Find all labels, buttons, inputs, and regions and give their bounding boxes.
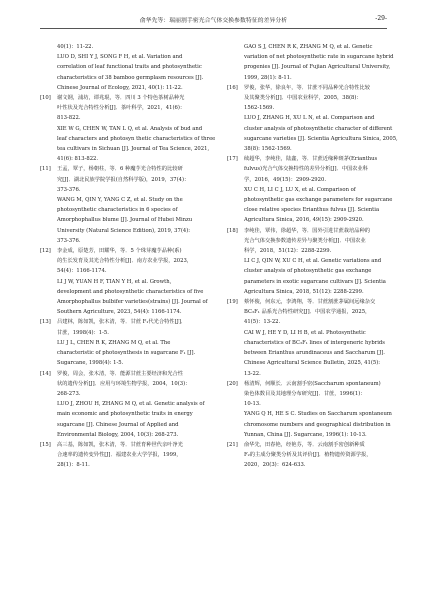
reference-number: [18] <box>227 227 238 234</box>
reference-line: characteristic of photosynthesis in sugarcane F₁ [J]. <box>57 350 196 357</box>
reference-line: F₂的主成分聚类分析及其评价[J]．植物遗传资源学报， <box>244 452 372 459</box>
running-header-title: 俞华先等：瑞丽割手密光合气体交换参数特征的差异分析 <box>139 18 288 24</box>
reference-line: sugarcane varieties [J]. Scientia Agricultura Sinica, 2005, <box>244 135 398 142</box>
reference-line: 10-13. <box>244 401 261 408</box>
reference-line: 的生长发育及其光合特性分析[J]．南方农业学报，2023， <box>57 258 193 265</box>
reference-line: XU C H, LI C J, LU X, et al. Comparison of <box>244 186 356 193</box>
reference-line: 光合气体交换参数遗传差异与聚类分析[J]．中国农业 <box>244 237 366 244</box>
reference-entry <box>227 297 395 379</box>
reference-line: between Erianthus arundinaceus and Saccharum [J]. <box>244 350 385 357</box>
reference-line: 2020，20(3)：624-633. <box>244 462 306 469</box>
reference-line: tea cultivars in Sichuan [J]. Journal of Tea Science, 2021, <box>57 146 210 153</box>
reference-line: University (Natural Science Edition), 2019, 37(4): <box>57 227 191 234</box>
reference-line: BC₃F₁ 品系光合特性研究[J]．中国农学通报，2025， <box>244 309 371 316</box>
reference-line: characteristics of 38 bamboo germplasm resources [J]. <box>57 74 204 81</box>
reference-line: Yunnan, China [J]. Sugarcane, 1996(1): 10-13. <box>244 431 367 438</box>
reference-line: WANG M, QIN Y, YANG C Z, et al. Study on the <box>57 197 183 204</box>
reference-line: 1562-1569. <box>244 105 275 112</box>
reference-line: 高三基，陈如凯，张木清，等．甘蔗育种世代亲叶净光 <box>57 441 183 448</box>
reference-line: Agricultura Sinica, 2018, 51(12): 2288-2299. <box>244 288 364 295</box>
reference-number: [10] <box>40 95 51 102</box>
reference-line: 科学，2018，51(12)：2288-2299. <box>244 248 332 255</box>
reference-line: 吕建林，陈如凯，张木清，等．甘蔗 F₁代光合特性[J]． <box>57 319 187 326</box>
reference-line: 李金成，原楚芳，田耀华，等．5 个珠芽魔芋品种(系) <box>57 248 182 255</box>
reference-line: close relative species Erianthus fulvus [J]. Scientia <box>244 207 380 214</box>
reference-entry <box>40 42 208 52</box>
reference-number: [19] <box>227 299 238 306</box>
reference-line: photosynthetic characteristics in 6 species of <box>57 207 178 214</box>
reference-line: 蔡怀俊，何东元，李鸿翔，等．甘蔗割蔗茅属间远缘杂交 <box>244 299 376 306</box>
reference-line: 李纯佳，覃伟，徐超华，等．国外引进甘蔗栽培品种的 <box>244 227 370 234</box>
reference-line: 813-822. <box>57 115 81 122</box>
reference-entry <box>40 52 208 93</box>
reference-line: sugarcane [J]. Chinese Journal of Applied and <box>57 421 179 428</box>
reference-line: leaf characters and photosyn thetic characteristics of three <box>57 135 216 142</box>
reference-entry <box>40 164 208 246</box>
reference-line: 学，2016，49(15)：2909-2920. <box>244 176 326 183</box>
reference-number: [13] <box>40 319 51 326</box>
reference-line: parameters in exotic sugarcane cultivars [J]. Scientia <box>244 278 386 285</box>
reference-line: fulvus)光合气体交换特性的差异分析[J]．中国农业科 <box>244 166 369 173</box>
reference-line: LUO J, ZHOU H, ZHANG M Q, et al. Genetic analysis of <box>57 401 205 408</box>
reference-line: YANG Q H, HE S C. Studies on Saccharum spontaneum <box>244 411 392 418</box>
reference-line: CAI W J, HE Y D, LI H B, et al. Photosynthetic <box>244 329 366 336</box>
reference-line: Environmental Biology, 2004, 10(3): 268-273. <box>57 431 179 438</box>
reference-line: 54(4)：1166-1174. <box>57 268 107 275</box>
reference-line: 28(1)：8-11. <box>57 462 90 469</box>
reference-line: Agricultura Sinica, 2016, 49(15): 2909-2920. <box>244 217 364 224</box>
reference-line: LUO D, SHI Y J, SONG F H, et al. Variation and <box>57 54 183 61</box>
reference-line: 谢文钢，浦坊，谭兆琨，等．四川 3 个特色茶树品种光 <box>57 95 185 102</box>
reference-line: correlation of leaf functional traits and photosynthetic <box>57 64 202 71</box>
reference-line: 41(5)：13-22. <box>244 319 281 326</box>
references-right-column <box>227 42 398 471</box>
reference-line: 1999, 28(1): 8-11. <box>244 74 292 81</box>
reference-entry <box>227 379 395 440</box>
reference-entry <box>227 83 398 154</box>
reference-line: variation of net photosynthetic rate in sugarcane hybrid <box>244 54 394 61</box>
reference-line: Southern Agriculture, 2023, 54(4): 1166-1174. <box>57 309 182 316</box>
reference-number: [17] <box>227 156 238 163</box>
reference-line: 40(1)：11-22. <box>57 44 94 50</box>
reference-line: Amorphophallus bulbifer varieties(strains) [J]. Journal of <box>57 299 208 306</box>
reference-number: [12] <box>40 248 51 255</box>
reference-entry <box>40 440 208 471</box>
reference-line: 王孟，覃子，杨朝柱，等．6 种魔芋光合特性的比较研 <box>57 166 183 173</box>
reference-line: Chinese Journal of Ecology, 2021, 40(1): 11-22. <box>57 84 183 91</box>
reference-line: 究[J]．湖北民族学院学报(自然科学版)，2019，37(4)： <box>57 176 190 183</box>
reference-entry <box>227 154 395 225</box>
reference-line: main economic and photosynthetic traits in energy <box>57 411 193 418</box>
page-number: -29- <box>375 15 387 22</box>
reference-line: 续超华，李纯佳，陆鑫，等．甘蔗近缘种斑茅(Erianthus <box>244 156 378 163</box>
reference-line: 268-273. <box>57 390 81 397</box>
reference-line: XIE W G, CHEN W, TAN L Q, et al. Analysis of bud and <box>57 125 203 132</box>
reference-line: Chinese Agricultural Science Bulletin, 2025, 41(5): <box>244 360 381 367</box>
reference-line: progenies [J]. Journal of Fujian Agricultural University, <box>244 64 391 71</box>
reference-line: LI J W, YUAN H F, TIAN Y H, et al. Growth, <box>57 278 172 285</box>
reference-line: 染色体数目及其地理分布研究[J]．甘蔗，1996(1)： <box>244 390 366 397</box>
running-header <box>40 14 387 29</box>
reference-line: 373-376. <box>57 186 81 193</box>
reference-line: 罗俊，周会，张木清，等．能源甘蔗主要经济和光合性 <box>57 370 183 377</box>
reference-line: LI C J, QIN W, XU C H, et al. Genetic variations and <box>244 258 382 265</box>
reference-entry <box>227 42 395 83</box>
reference-line: 杨清辉，何顺长．云南割手密(Saccharum spontaneum) <box>244 380 381 387</box>
reference-line: 俞华先，田春艳，经艳芬，等．云南割手密创新种质 <box>244 441 365 448</box>
reference-entry <box>227 226 395 297</box>
reference-number: [14] <box>40 370 51 377</box>
reference-line: characteristics of BC₃F₁ lines of intergeneric hybrids <box>244 339 385 346</box>
reference-entry <box>40 246 208 317</box>
reference-line: 合速率的遗传变异性[J]．福建农业大学学报，1999， <box>57 452 182 459</box>
reference-line: LUO J, ZHANG H, XU L N, et al. Comparison and <box>244 115 375 122</box>
reference-line: Amorphophallus blume [J]. Journal of Hubei Minzu <box>57 217 193 224</box>
reference-number: [20] <box>227 380 238 387</box>
references-left-column <box>40 42 216 471</box>
reference-number: [16] <box>227 84 238 91</box>
reference-number: [21] <box>227 441 238 448</box>
reference-line: 罗俊，张华，徐良年，等．甘蔗不同品种光合特性比较 <box>244 84 370 91</box>
reference-line: LU J L, CHEN R K, ZHANG M Q, et al. The <box>57 339 171 346</box>
reference-line: development and photosynthetic characteristics of five <box>57 288 204 295</box>
reference-line: 38(8): 1562-1569. <box>244 146 292 153</box>
reference-line: GAO S J, CHEN R K, ZHANG M Q, et al. Genetic <box>244 44 373 50</box>
reference-line: chromosome numbers and geographical distribution in <box>244 421 391 428</box>
reference-line: 及其聚类分析[J]．中国农业科学，2005，38(8)： <box>244 95 362 102</box>
reference-entry <box>227 440 395 471</box>
reference-line: cluster analysis of photosynthetic character of different <box>244 125 393 132</box>
reference-entry <box>40 93 216 164</box>
reference-line: 状的遗传分析[J]．应用与环境生物学报，2004，10(3)： <box>57 380 191 387</box>
reference-line: 甘蔗，1998(4)：1-5. <box>57 329 109 336</box>
reference-number: [15] <box>40 441 51 448</box>
reference-line: 叶性状及光合特性分析[J]．茶叶科学，2021，41(6)： <box>57 105 186 112</box>
reference-line: 13-22. <box>244 370 261 377</box>
reference-line: cluster analysis of photosynthetic gas exchange <box>244 268 372 275</box>
reference-line: 373-376. <box>57 237 81 244</box>
reference-number: [11] <box>40 166 51 173</box>
reference-entry <box>40 317 208 368</box>
reference-line: 41(6): 813-822. <box>57 156 99 163</box>
reference-entry <box>40 369 208 440</box>
reference-line: Sugarcane, 1998(4): 1-5. <box>57 360 124 367</box>
reference-line: photosynthetic gas exchange parameters for sugarcane <box>244 197 393 204</box>
